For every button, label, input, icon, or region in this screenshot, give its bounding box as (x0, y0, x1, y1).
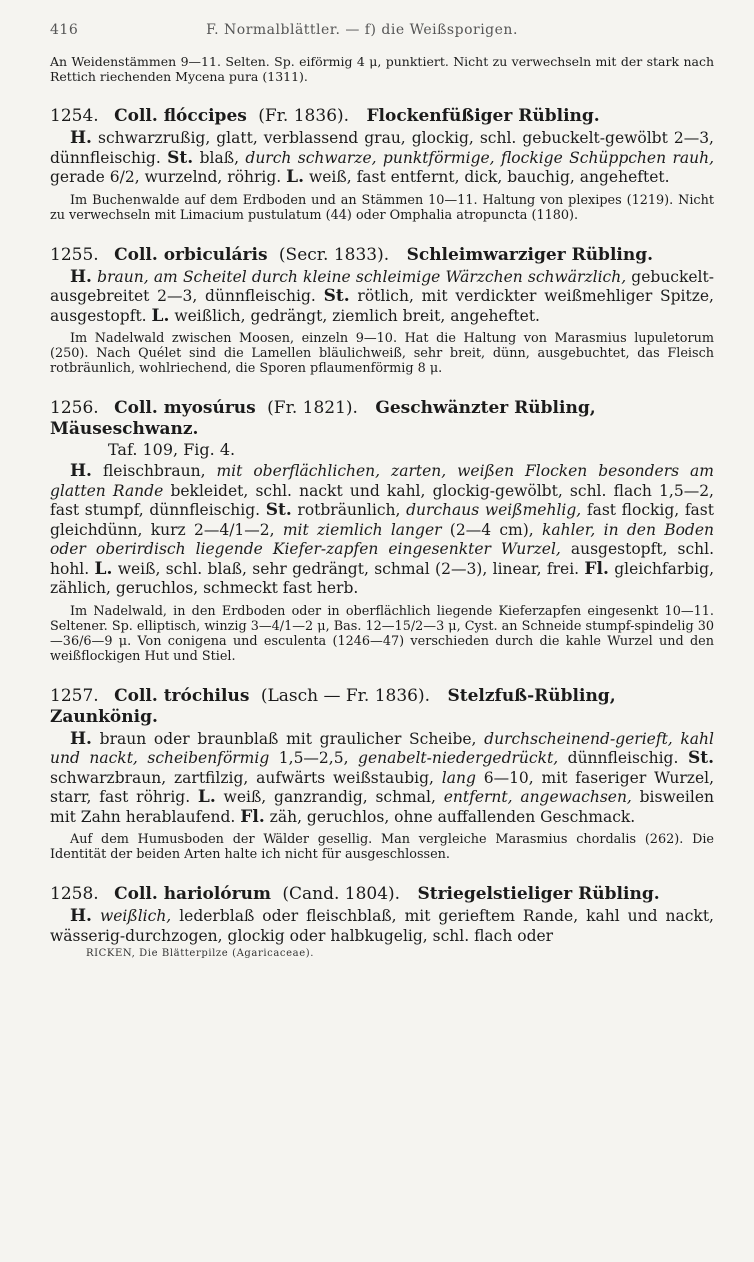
species-description (50, 907, 714, 946)
description-text: gleichfarbig, zählich, geruchlos, schmeckt fast herb. (50, 559, 714, 597)
description-text: durchscheinend-gerieft, kahl und nackt, scheibenförmig (50, 729, 714, 767)
description-text: kahler, in den Boden oder oberirdisch liegende Kiefer-zapfen eingesenkter Wurzel, (50, 520, 714, 558)
feature-abbreviation: H. (70, 266, 92, 287)
page-number: 416 (50, 22, 79, 38)
entry-number: 1256. (50, 398, 99, 418)
habitat-note: Im Buchenwalde auf dem Erdboden und an Stämmen 10—11. Haltung von plexipes (1219). Nicht zu verwechseln mit Limacium pustulatum (44) oder Omphalia atropuncta (1180). (50, 192, 714, 223)
species-authority: (Fr. 1836). (258, 106, 350, 126)
description-text: durchaus weißmehlig, (406, 501, 582, 519)
common-name: Geschwänzter Rübling, Mäuseschwanz. (50, 398, 596, 439)
species-entry (50, 245, 714, 377)
description-text: fleischbraun, (91, 462, 217, 480)
description-text (92, 907, 100, 925)
species-entry (50, 686, 714, 863)
description-text: dünnfleischig. (558, 749, 688, 767)
description-text: schwarzrußig, glatt, verblassend grau, glockig, schl. gebuckelt-gewölbt 2—3, dünnfleischig. (50, 129, 714, 167)
species-authority: (Fr. 1821). (267, 398, 358, 418)
species-entries (50, 106, 714, 946)
common-name: Flockenfüßiger Rübling. (366, 106, 600, 126)
feature-abbreviation: L. (94, 558, 113, 579)
description-text: entfernt, angewachsen, (443, 788, 632, 806)
entry-heading (50, 245, 714, 266)
description-text: mit oberflächlichen, zarten, weißen Flocken besonders am glatten Rande (50, 462, 714, 500)
species-description (50, 462, 714, 599)
description-text: braun oder braunblaß mit graulicher Scheibe, (91, 729, 485, 748)
description-text: bekleidet, schl. nackt und kahl, glockig-gewölbt, schl. flach 1,5—2, fast stumpf, dünnfleischig. (50, 481, 714, 519)
description-text: weißlich, gedrängt, ziemlich breit, angeheftet. (169, 306, 540, 325)
species-name: Coll. orbiculáris (114, 244, 268, 265)
species-name: Coll. flóccipes (114, 106, 247, 126)
species-name: Coll. tróchilus (114, 685, 250, 706)
description-text: 1,5—2,5, (269, 749, 359, 767)
description-text: 6—10, mit faseriger Wurzel, starr, fast röhrig. (50, 768, 714, 806)
running-header (50, 22, 714, 38)
feature-abbreviation: L. (286, 167, 305, 187)
habitat-note: Im Nadelwald zwischen Moosen, einzeln 9—10. Hat die Haltung von Marasmius lupuletorum (250). Nach Quélet sind die Lamellen bläulichweiß, sehr breit, dünn, ausgebuchtet, das Fleisch rotbräunlich, wohlriechend, die Sporen pflaumenförmig 8 μ. (50, 331, 714, 376)
species-description (50, 730, 714, 828)
plate-reference: Taf. 109, Fig. 4. (108, 440, 236, 459)
habitat-note: Im Nadelwald, in den Erdboden oder in oberflächlich liegende Kieferzapfen eingesenkt 10—11. Seltener. Sp. elliptisch, winzig 3—4/1—2 μ, Bas. 12—15/2—3 μ, Cyst. an Schneide stumpf-spindelig 30—36/6—9 μ. Von conigena und esculenta (1246—47) verschieden durch die kahle Wurzel und den weißflockigen Hut und Stiel. (50, 603, 714, 664)
entry-heading (50, 884, 714, 905)
description-text: weiß, schl. blaß, sehr gedrängt, schmal (2—3), linear, frei. (112, 559, 585, 578)
description-text: mit ziemlich langer (282, 520, 442, 539)
description-text: bisweilen mit Zahn herablaufend. (50, 788, 714, 826)
feature-abbreviation: Fl. (584, 558, 609, 579)
feature-abbreviation: St. (167, 147, 194, 168)
common-name: Schleimwarziger Rübling. (406, 244, 654, 265)
common-name: Stelzfuß-Rübling, Zaunkönig. (50, 685, 616, 727)
entry-heading (50, 686, 714, 728)
entry-heading (50, 398, 714, 440)
entry-heading (50, 106, 714, 127)
description-text: lang (441, 768, 476, 787)
description-text: rötlich, mit verdickter weißmehliger Spitze, ausgestopft. (50, 287, 714, 325)
species-name: Coll. myosúrus (114, 398, 256, 418)
feature-abbreviation: H. (70, 128, 92, 148)
common-name: Striegelstieliger Rübling. (417, 884, 660, 904)
description-text: gerade 6/2, wurzelnd, röhrig. (50, 168, 287, 186)
entry-number: 1257. (50, 685, 99, 706)
description-text: (2—4 cm), (441, 520, 542, 539)
description-text: durch schwarze, punktförmige, flockige Schüppchen rauh, (245, 148, 714, 167)
habitat-note: Auf dem Humusboden der Wälder gesellig. Man vergleiche Marasmius chordalis (262). Die Identität der beiden Arten halte ich nicht für ausgeschlossen. (50, 832, 714, 862)
description-text: fast flockig, fast gleichdünn, kurz 2—4/1—2, (50, 501, 714, 539)
page-footer: RICKEN, Die Blätterpilze (Agaricaceae). (86, 948, 314, 959)
feature-abbreviation: St. (265, 500, 292, 520)
feature-abbreviation: L. (151, 305, 170, 326)
feature-abbreviation: H. (70, 728, 92, 749)
description-text: weißlich, (99, 907, 172, 925)
description-text: braun, am Scheitel durch kleine schleimige Wärzchen schwärzlich, (97, 267, 627, 286)
species-description (50, 268, 714, 327)
description-text: weiß, fast entfernt, dick, bauchig, angeheftet. (304, 168, 670, 186)
feature-abbreviation: L. (197, 787, 216, 807)
species-description (50, 129, 714, 188)
description-text: schwarzbraun, zartfilzig, aufwärts weißstaubig, (50, 768, 442, 787)
description-text: gebuckelt-ausgebreitet 2—3, dünnfleischig. (50, 267, 714, 305)
entry-number: 1254. (50, 106, 99, 126)
description-text: genabelt-niedergedrückt, (358, 749, 559, 767)
intro-note: An Weidenstämmen 9—11. Selten. Sp. eiförmig 4 μ, punktiert. Nicht zu verwechseln mit der stark nach Rettich riechenden Mycena pura (1311). (50, 54, 714, 84)
running-title: F. Normalblättler. — f) die Weißsporigen. (206, 22, 518, 38)
description-text: blaß, (193, 148, 246, 167)
feature-abbreviation: H. (70, 461, 92, 481)
description-text: ausgestopft, schl. hohl. (50, 540, 714, 578)
description-text: weiß, ganzrandig, schmal, (215, 788, 444, 806)
species-name: Coll. hariolórum (114, 884, 271, 904)
entry-number: 1258. (50, 884, 99, 904)
species-entry (50, 398, 714, 664)
species-entry (50, 884, 714, 946)
species-authority: (Cand. 1804). (282, 884, 401, 904)
feature-abbreviation: Fl. (240, 806, 265, 827)
entry-number: 1255. (50, 244, 99, 265)
feature-abbreviation: St. (687, 748, 714, 768)
species-authority: (Lasch — Fr. 1836). (260, 685, 431, 706)
species-entry (50, 106, 714, 223)
description-text: rotbräunlich, (291, 501, 407, 519)
description-text: zäh, geruchlos, ohne auffallenden Geschmack. (264, 807, 636, 826)
feature-abbreviation: St. (323, 286, 350, 306)
description-text: lederblaß oder fleischblaß, mit gerieftem Rande, kahl und nackt, wässerig-durchzogen, glockig oder halbkugelig, schl. flach oder (50, 907, 714, 945)
feature-abbreviation: H. (70, 906, 92, 926)
species-authority: (Secr. 1833). (278, 244, 390, 265)
